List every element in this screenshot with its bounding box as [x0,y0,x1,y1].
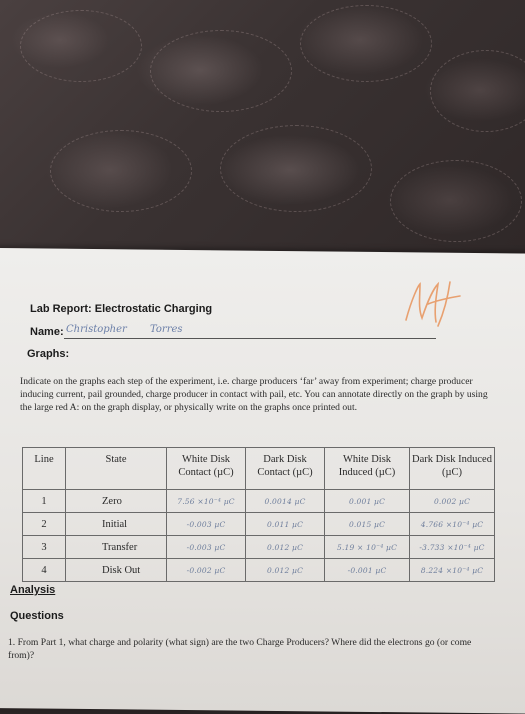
graphs-heading: Graphs: [27,348,70,360]
analysis-heading: Analysis [10,584,56,596]
white-contact-value: -0.002 µC [167,559,246,582]
dark-induced-value: -3.733 ×10⁻⁴ µC [410,536,495,559]
line-number: 3 [23,536,66,559]
quilt-stitch [300,5,432,82]
table-row [23,536,495,559]
white-contact-value: -0.003 µC [167,513,246,536]
header-state: State [66,448,167,490]
quilt-stitch [220,125,372,212]
header-line: Line [23,448,66,490]
quilt-stitch [20,10,142,82]
dark-contact-value: 0.012 µC [246,559,325,582]
header-dark-disk-induced: Dark Disk Induced (µC) [410,448,495,490]
quilt-stitch [430,50,525,132]
state-label: Zero [66,490,167,513]
line-number: 4 [23,559,66,582]
white-contact-value: -0.003 µC [167,536,246,559]
table-row [23,559,495,582]
graphs-instructions: Indicate on the graphs each step of the experiment, i.e. charge producers ‘far’ away from experiment; charge producer inducing current, pail grounded, charge producer in contact with pail, etc. You can annotate directly on the graph by using the large red A: on the graph display, or physically write on the graphs once printed out. [20,376,488,413]
header-white-disk-induced: White Disk Induced (µC) [325,448,410,490]
name-underline [64,338,436,339]
name-label: Name: [30,326,64,338]
white-induced-value: -0.001 µC [325,559,410,582]
student-last-name: Torres [150,324,183,335]
line-number: 1 [23,490,66,513]
table-row [23,490,495,513]
handwritten-initials-mark [398,278,468,328]
white-contact-value: 7.56 ×10⁻⁴ µC [167,490,246,513]
line-number: 2 [23,513,66,536]
dark-induced-value: 8.224 ×10⁻⁴ µC [410,559,495,582]
white-induced-value: 0.001 µC [325,490,410,513]
table-header-row [23,448,495,490]
question-1-text: 1. From Part 1, what charge and polarity (what sign) are the two Charge Producers? Where did the electrons go (or come from)? [8,637,472,661]
header-white-disk-contact: White Disk Contact (µC) [167,448,246,490]
charge-data-table [22,447,495,582]
dark-contact-value: 0.011 µC [246,513,325,536]
dark-induced-value: 4.766 ×10⁻⁴ µC [410,513,495,536]
dark-contact-value: 0.0014 µC [246,490,325,513]
student-first-name: Christopher [66,324,127,335]
header-dark-disk-contact: Dark Disk Contact (µC) [246,448,325,490]
state-label: Disk Out [66,559,167,582]
quilt-stitch [150,30,292,112]
quilt-stitch [50,130,192,212]
white-induced-value: 0.015 µC [325,513,410,536]
table-row [23,513,495,536]
state-label: Transfer [66,536,167,559]
report-title: Lab Report: Electrostatic Charging [30,303,213,315]
white-induced-value: 5.19 × 10⁻⁴ µC [325,536,410,559]
questions-heading: Questions [10,610,64,622]
dark-induced-value: 0.002 µC [410,490,495,513]
dark-contact-value: 0.012 µC [246,536,325,559]
state-label: Initial [66,513,167,536]
quilt-stitch [390,160,522,242]
